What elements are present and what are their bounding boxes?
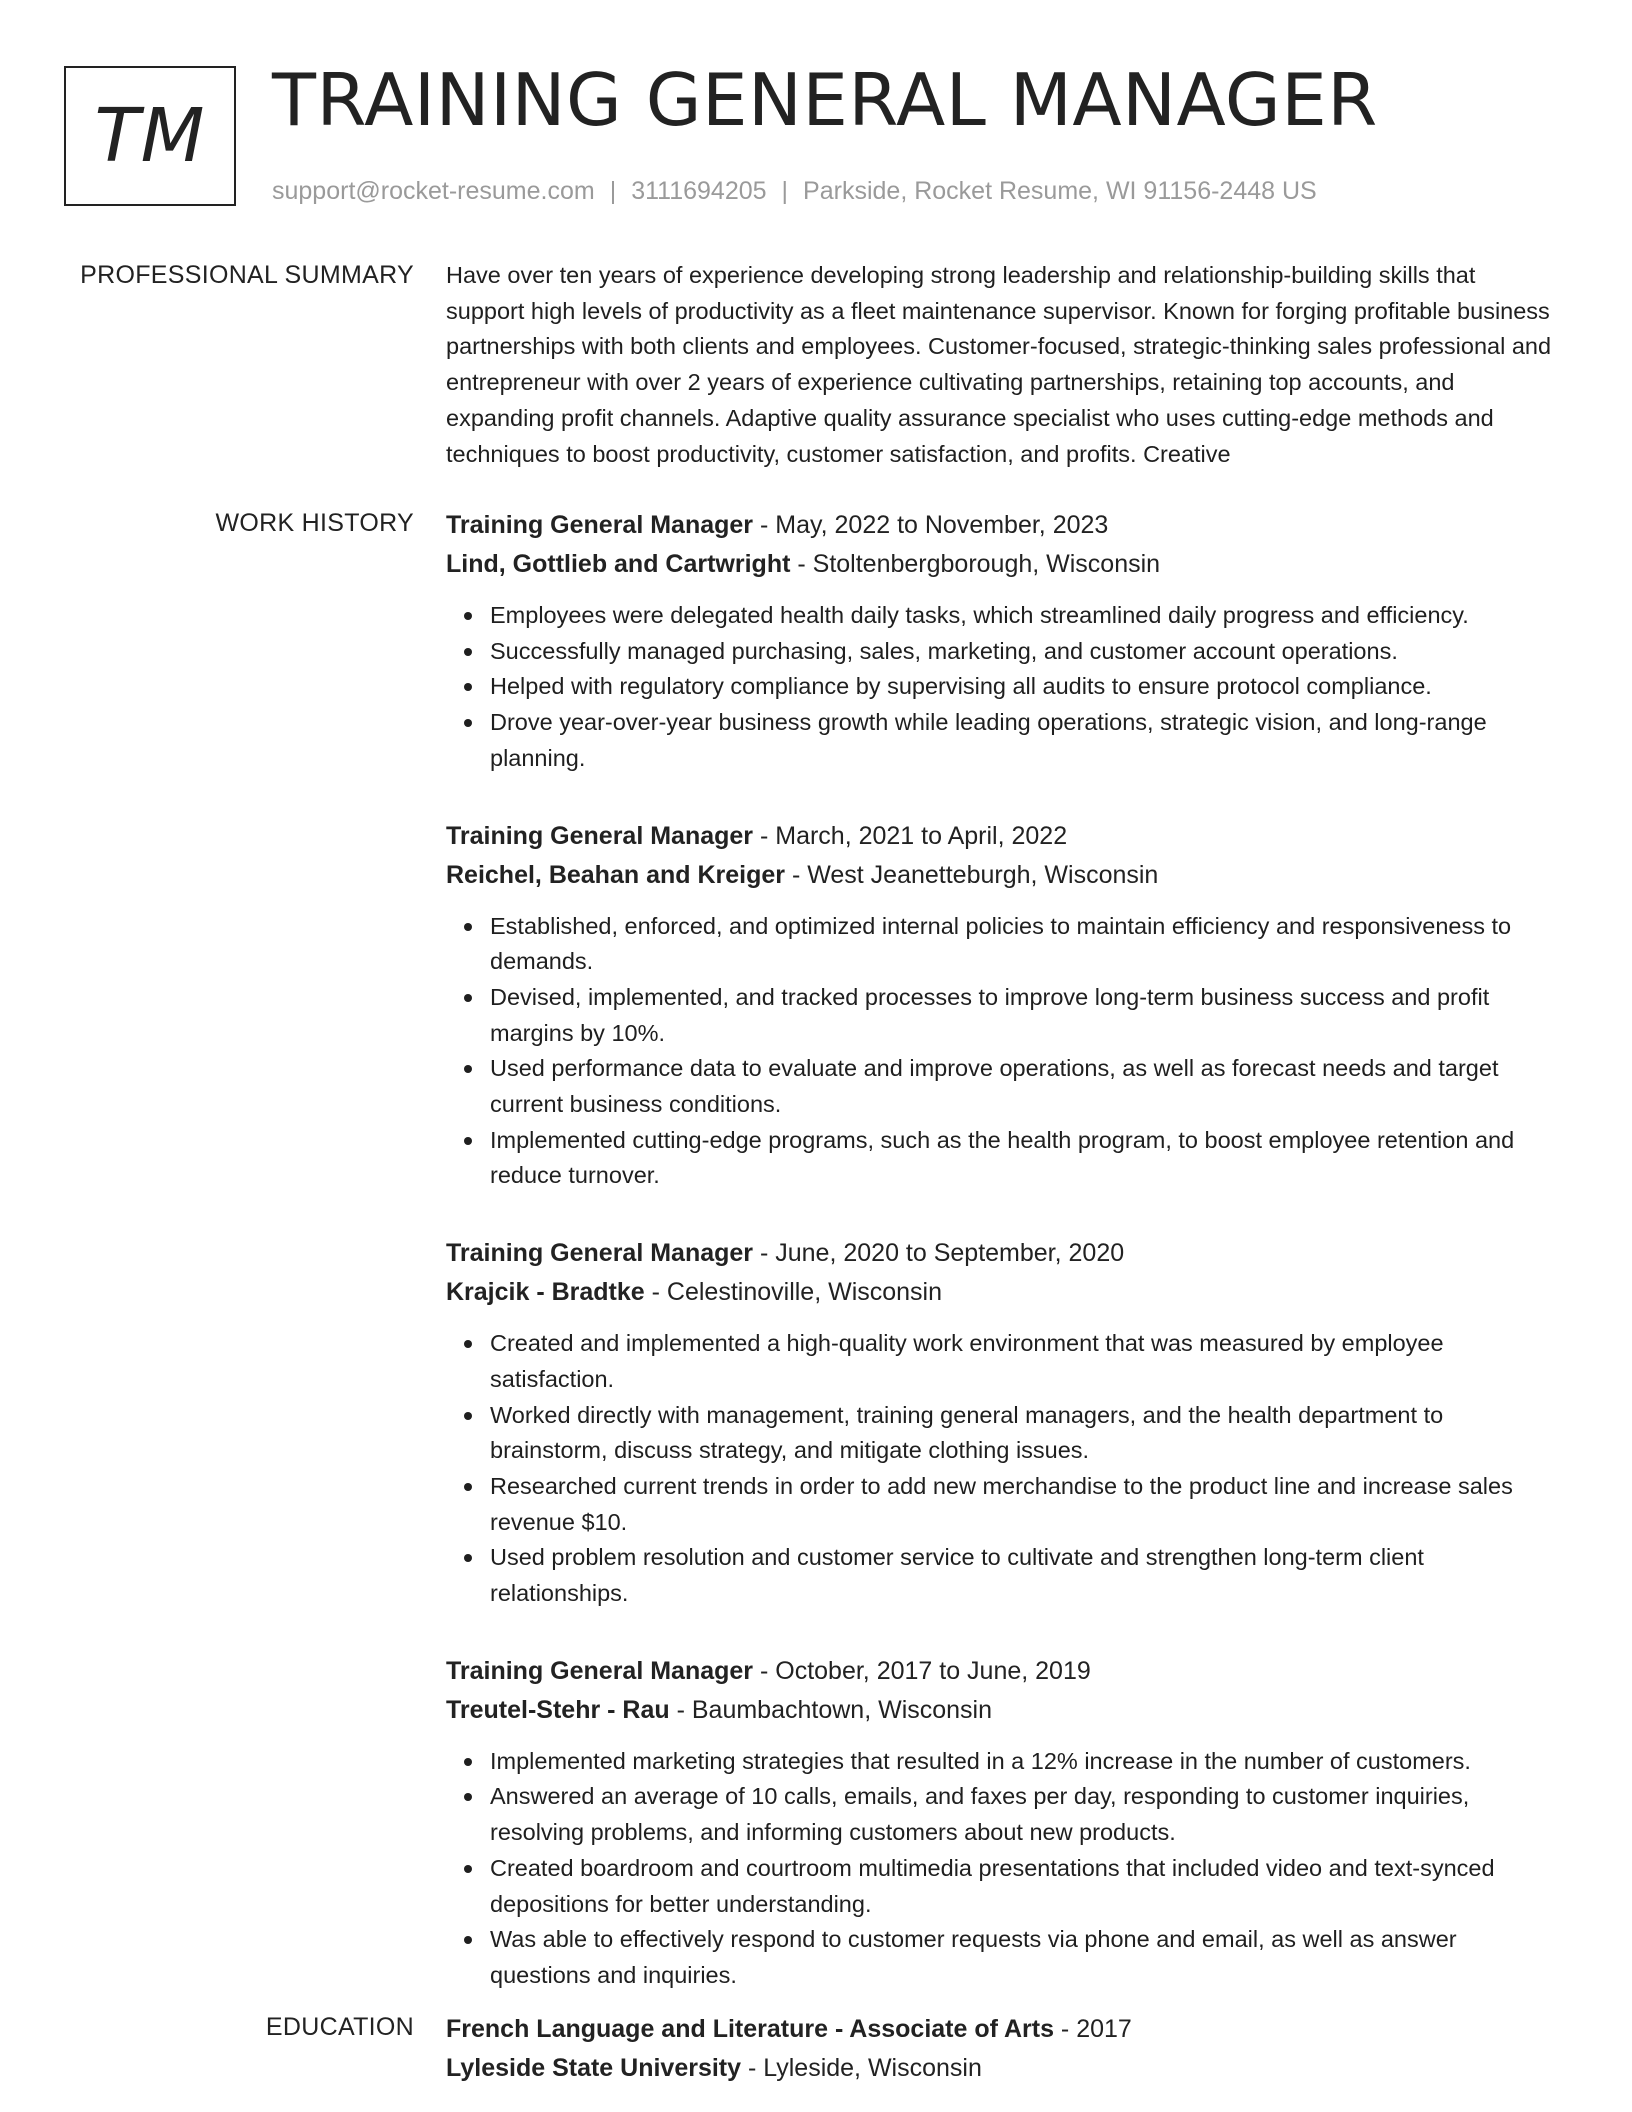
job-bullet: Used performance data to evaluate and improve operations, as well as forecast needs and target current business conditions.	[490, 1051, 1558, 1122]
job-entry	[446, 1652, 1558, 1994]
degree-name: French Language and Literature - Associate of Arts	[446, 2015, 1054, 2043]
job-bullet: Answered an average of 10 calls, emails, and faxes per day, responding to customer inquiries, resolving problems, and informing customers about new products.	[490, 1779, 1558, 1850]
job-bullets	[446, 598, 1558, 777]
job-entry	[446, 1234, 1558, 1612]
job-location: - West Jeanetteburgh, Wisconsin	[785, 860, 1159, 889]
school-location: - Lyleside, Wisconsin	[741, 2054, 982, 2082]
degree-line	[446, 2010, 1558, 2049]
job-bullet: Created and implemented a high-quality work environment that was measured by employee satisfaction.	[490, 1326, 1558, 1397]
job-company: Treutel-Stehr - Rau	[446, 1695, 670, 1724]
job-bullet: Established, enforced, and optimized internal policies to maintain efficiency and responsiveness to demands.	[490, 909, 1558, 980]
job-title: Training General Manager	[446, 511, 754, 539]
job-location: - Baumbachtown, Wisconsin	[669, 1695, 993, 1724]
job-bullet: Helped with regulatory compliance by supervising all audits to ensure protocol compliance.	[490, 669, 1558, 705]
job-location: - Celestinoville, Wisconsin	[644, 1278, 943, 1307]
contact-line	[272, 174, 1317, 208]
job-bullet: Implemented marketing strategies that resulted in a 12% increase in the number of customers.	[490, 1744, 1558, 1780]
job-bullets	[446, 1326, 1558, 1612]
school-line	[446, 2049, 1558, 2088]
job-entry	[446, 506, 1558, 777]
job-title: Training General Manager	[446, 821, 754, 850]
job-title: Training General Manager	[446, 1239, 754, 1268]
job-dates: - October, 2017 to June, 2019	[753, 1656, 1091, 1685]
job-dates: - May, 2022 to November, 2023	[753, 511, 1109, 539]
job-entry	[446, 817, 1558, 1195]
contact-address: Parkside, Rocket Resume, WI 91156-2448 US	[803, 177, 1317, 205]
job-company: Reichel, Beahan and Kreiger	[446, 860, 786, 889]
job-company-line	[446, 856, 1558, 895]
job-bullets	[446, 909, 1558, 1195]
summary-text: Have over ten years of experience developing strong leadership and relationship-building skills that support high levels of productivity as a fleet maintenance supervisor. Known for forging profitable business partnerships with both clients and employees. Customer-focused, strategic-thinking sales professional and entrepreneur with over 2 years of experience cultivating partnerships, retaining top accounts, and expanding profit channels. Adaptive quality assurance specialist who uses cutting-edge methods and techniques to boost productivity, customer satisfaction, and profits. Creative	[446, 262, 1552, 467]
contact-email: support@rocket-resume.com	[272, 177, 595, 205]
job-bullet: Was able to effectively respond to customer requests via phone and email, as well as answer questions and inquiries.	[490, 1922, 1558, 1993]
job-bullet: Successfully managed purchasing, sales, marketing, and customer account operations.	[490, 634, 1558, 670]
job-bullet: Employees were delegated health daily tasks, which streamlined daily progress and efficiency.	[490, 598, 1558, 634]
job-company-line	[446, 545, 1558, 584]
monogram-box	[64, 66, 236, 206]
job-bullets	[446, 1744, 1558, 1994]
job-bullet: Devised, implemented, and tracked processes to improve long-term business success and profit margins by 10%.	[490, 980, 1558, 1051]
job-title-line	[446, 506, 1558, 545]
degree-year: - 2017	[1053, 2015, 1132, 2043]
job-bullet: Used problem resolution and customer service to cultivate and strengthen long-term client relationships.	[490, 1540, 1558, 1611]
candidate-name: TRAINING GENERAL MANAGER	[272, 58, 1378, 142]
job-title-line	[446, 1234, 1558, 1273]
summary-label: PROFESSIONAL SUMMARY	[80, 261, 414, 289]
job-bullet: Created boardroom and courtroom multimedia presentations that included video and text-synced depositions for better understanding.	[490, 1851, 1558, 1922]
job-company-line	[446, 1691, 1558, 1730]
contact-separator: |	[781, 177, 789, 205]
school-name: Lyleside State University	[446, 2054, 742, 2082]
contact-separator: |	[609, 177, 617, 205]
job-company: Krajcik - Bradtke	[446, 1278, 645, 1307]
job-dates: - March, 2021 to April, 2022	[753, 821, 1068, 850]
education-label: EDUCATION	[265, 2013, 414, 2041]
job-company-line	[446, 1273, 1558, 1312]
work-history-list	[446, 506, 1558, 2034]
job-dates: - June, 2020 to September, 2020	[753, 1239, 1125, 1268]
contact-phone: 3111694205	[631, 177, 767, 205]
job-bullet: Researched current trends in order to add new merchandise to the product line and increase sales revenue $10.	[490, 1469, 1558, 1540]
job-bullet: Drove year-over-year business growth while leading operations, strategic vision, and long-range planning.	[490, 705, 1558, 776]
job-company: Lind, Gottlieb and Cartwright	[446, 550, 791, 578]
job-bullet: Implemented cutting-edge programs, such as the health program, to boost employee retention and reduce turnover.	[490, 1123, 1558, 1194]
job-bullet: Worked directly with management, training general managers, and the health department to brainstorm, discuss strategy, and mitigate clothing issues.	[490, 1398, 1558, 1469]
job-location: - Stoltenbergborough, Wisconsin	[790, 550, 1161, 578]
monogram-initials: TM	[94, 93, 206, 179]
work-history-label: WORK HISTORY	[215, 509, 414, 537]
job-title: Training General Manager	[446, 1656, 754, 1685]
job-title-line	[446, 817, 1558, 856]
job-title-line	[446, 1652, 1558, 1691]
